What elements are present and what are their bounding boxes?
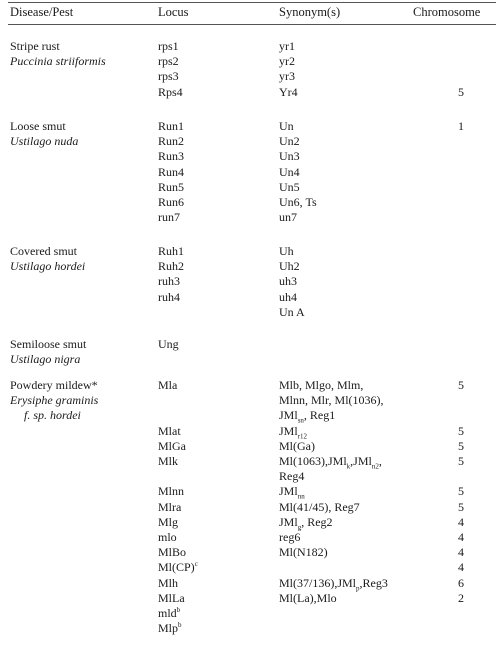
synonym-cell: Un xyxy=(279,119,294,133)
locus-cell: mld$^b$ xyxy=(158,606,181,620)
chromosome-cell: 6 xyxy=(458,575,464,590)
synonym-cell: Yr4 xyxy=(279,84,298,99)
header-disease: Disease/Pest xyxy=(10,5,74,19)
synonym-cell: Un A xyxy=(279,304,305,319)
synonym-cell: uh3 xyxy=(279,274,297,289)
chromosome-cell: 4 xyxy=(458,514,464,529)
locus-cell: Mlg xyxy=(158,514,179,529)
locus-cell: Mlat xyxy=(158,423,181,438)
pathogen-name: Ustilago hordei xyxy=(10,259,86,274)
locus-cell: Mlnn xyxy=(158,484,185,499)
chromosome-cell: 4 xyxy=(458,560,464,575)
locus-cell: Run2 xyxy=(158,134,185,149)
locus-cell: mlo xyxy=(158,530,177,544)
pathogen-name: Ustilago nuda xyxy=(10,134,79,149)
locus-cell: rps1 xyxy=(158,39,179,53)
synonym-cell: Ml(N182) xyxy=(279,545,328,560)
chromosome-cell: 5 xyxy=(458,84,464,99)
locus-cell: MlBo xyxy=(158,545,187,560)
locus-cell: MlGa xyxy=(158,438,186,453)
chromosome-cell: 5 xyxy=(458,378,464,392)
synonym-cell: Un3 xyxy=(279,149,300,164)
locus-cell: Ml(CP)$^c$ xyxy=(158,560,198,575)
locus-cell: Run4 xyxy=(158,164,185,179)
synonym-cell: yr1 xyxy=(279,39,295,53)
synonym-cell: JMl$_{r12}$ xyxy=(279,423,308,440)
synonym-cell: Ml(Ga) xyxy=(279,438,315,453)
synonym-cell: yr3 xyxy=(279,69,295,84)
locus-cell: Rps4 xyxy=(158,84,183,99)
header-synonyms: Synonym(s) xyxy=(279,5,341,19)
chromosome-cell: 5 xyxy=(458,454,464,468)
locus-cell: Ruh1 xyxy=(158,244,185,258)
locus-cell: Ruh2 xyxy=(158,259,185,274)
synonym-cell: JMl$_g$, Reg2 xyxy=(279,514,333,532)
locus-cell: Run5 xyxy=(158,179,185,194)
chromosome-cell: 5 xyxy=(458,438,464,453)
synonym-cell: un7 xyxy=(279,210,297,225)
chromosome-cell: 5 xyxy=(458,499,464,514)
synonym-cell: Ml(41/45), Reg7 xyxy=(279,499,360,514)
disease-name: Stripe rust xyxy=(10,39,60,53)
chromosome-cell: 2 xyxy=(458,590,464,605)
chromosome-cell: 4 xyxy=(458,530,464,544)
locus-cell: Run6 xyxy=(158,195,185,209)
locus-cell: ruh4 xyxy=(158,289,180,304)
locus-cell: Ung xyxy=(158,337,179,351)
locus-cell: ruh3 xyxy=(158,274,180,289)
synonym-cell: Mlb, Mlgo, Mlm, xyxy=(279,378,364,392)
synonym-cell: Un6, Ts xyxy=(279,195,317,209)
disease-name: Powdery mildew* xyxy=(10,378,98,392)
chromosome-cell: 5 xyxy=(458,423,464,438)
locus-cell: MlLa xyxy=(158,590,185,605)
synonym-cell: Un5 xyxy=(279,179,300,194)
locus-cell: run7 xyxy=(158,210,180,225)
locus-cell: Mlra xyxy=(158,499,182,514)
synonym-cell: Un2 xyxy=(279,134,300,149)
locus-cell: Mlh xyxy=(158,575,179,590)
locus-cell: Mla xyxy=(158,378,178,392)
rule-header xyxy=(8,24,496,25)
pathogen-name: Ustilago nigra xyxy=(10,352,81,367)
pathogen-name: Puccinia striiformis xyxy=(10,54,106,69)
disease-name: Covered smut xyxy=(10,244,77,258)
locus-cell: Mlp$^b$ xyxy=(158,621,182,636)
disease-name: Semiloose smut xyxy=(10,337,87,351)
locus-cell: rps2 xyxy=(158,54,179,69)
synonym-cell: Ml(La),Mlo xyxy=(279,590,337,605)
chromosome-cell: 1 xyxy=(458,119,464,133)
header-chromosome: Chromosome xyxy=(413,5,481,19)
synonym-cell: Reg4 xyxy=(279,469,305,484)
synonym-cell: uh4 xyxy=(279,289,297,304)
synonym-cell: yr2 xyxy=(279,54,295,69)
chromosome-cell: 4 xyxy=(458,545,464,560)
synonym-cell: Ml(37/136),JMl$_p$,Reg3 xyxy=(279,575,388,592)
synonym-cell: JMl$_{nn}$ xyxy=(279,484,305,501)
synonym-cell: JMl$_{sn}$, Reg1 xyxy=(279,408,336,425)
disease-name: Loose smut xyxy=(10,119,66,133)
locus-cell: Mlk xyxy=(158,454,179,468)
locus-cell: Run1 xyxy=(158,119,185,133)
locus-cell: Run3 xyxy=(158,149,185,164)
synonym-cell: Ml(1063),JMl$_k$,JMl$_{n2}$, xyxy=(279,454,382,471)
synonym-cell: Un4 xyxy=(279,164,300,179)
synonym-cell: Uh xyxy=(279,244,294,258)
rule-top xyxy=(8,2,496,3)
synonym-cell: reg6 xyxy=(279,530,301,544)
chromosome-cell: 5 xyxy=(458,484,464,499)
pathogen-name: Erysiphe graminis xyxy=(10,393,99,408)
header-locus: Locus xyxy=(158,5,189,19)
pathogen-forma: f. sp. hordei xyxy=(24,408,81,423)
synonym-cell: Mlnn, Mlr, Ml(1036), xyxy=(279,393,384,408)
synonym-cell: Uh2 xyxy=(279,259,300,274)
locus-cell: rps3 xyxy=(158,69,179,84)
